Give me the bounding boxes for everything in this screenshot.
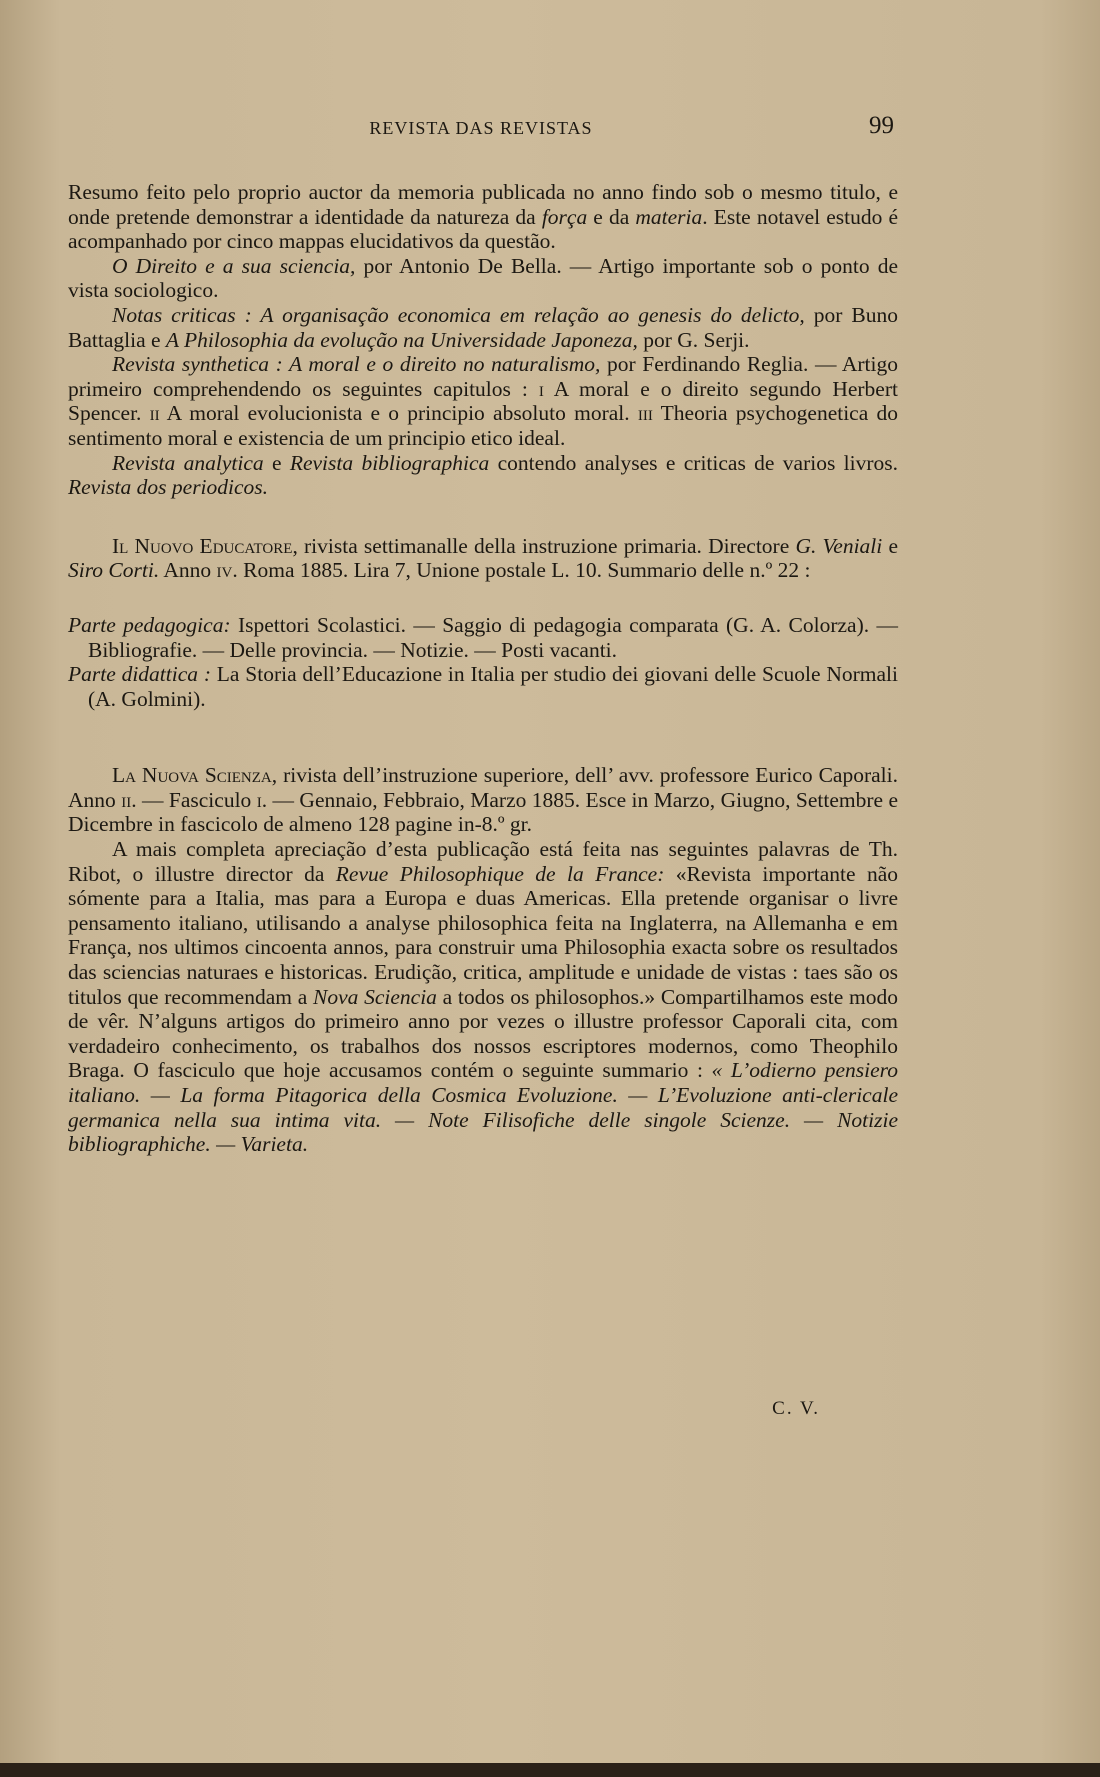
page-header — [68, 112, 894, 144]
page-bottom-edge — [0, 1763, 1100, 1777]
paragraph-apreciacao: A mais completa apreciação d’esta publicação está feita nas seguintes palavras de Th. Ribot, o illustre director da Revue Philosophique de la France: «Revista importante não sómente para a Italia, mas para a Europa e duas Americas. Ella pretende organisar o livre pensamento italiano, utilisando a analyse philosophica feita na Inglaterra, na Allemanha e em França, nos ultimos cincoenta annos, para construir uma Philosophia exacta sobre os resultados das sciencias naturaes e historicas. Erudição, critica, amplitude e unidade de vistas : taes são os titulos que recommendam a Nova Sciencia a todos os philosophos.» Compartilhamos este modo de vêr. N’alguns artigos do primeiro anno por vezes o illustre professor Caporali cita, com verdadeiro conhecimento, os trabalhos dos nossos escriptores modernos, como Theophilo Braga. O fasciculo que hoje accusamos contém o seguinte summario : « L’odierno pensiero italiano. — La forma Pitagorica della Cosmica Evoluzione. — L’Evoluzione anti-clericale germanica nella sua intima vita. — Note Filisofiche delle singole Scienze. — Notizie bibliographiche. — Varieta. — [68, 837, 898, 1157]
paragraph-revista-synthetica: Revista synthetica : A moral e o direito no naturalismo, por Ferdinando Reglia. — Artigo primeiro comprehendendo os seguintes capitulos : i A moral e o direito segundo Herbert Spencer. ii A moral evolucionista e o principio absoluto moral. iii Theoria psychogenetica do sentimento moral e existencia de um principio etico ideal. — [68, 352, 899, 450]
paragraph-parte-didattica: Parte didattica : La Storia dell’Educazione in Italia per studio dei giovani delle Scuole Normali (A. Golmini). — [68, 662, 898, 711]
paragraph-notas-criticas: Notas criticas : A organisação economica em relação ao genesis do delicto, por Buno Battaglia e A Philosophia da evolução na Universidade Japoneza, por G. Serji. — [68, 302, 899, 352]
body-text — [68, 180, 898, 1157]
page-number: 99 — [869, 112, 894, 139]
paragraph-direito: O Direito e a sua sciencia, por Antonio De Bella. — Artigo importante sob o ponto de vista sociologico. — [68, 253, 899, 303]
paragraph-nuova-scienza: La Nuova Scienza, rivista dell’instruzione superiore, dell’ avv. professore Eurico Caporali. Anno ii. — Fasciculo i. — Gennaio, Febbraio, Marzo 1885. Esce in Marzo, Giugno, Settembre e Dicembre in fascicolo de almeno 128 pagine in-8.º gr. — [68, 763, 898, 837]
running-title: REVISTA DAS REVISTAS — [369, 118, 593, 138]
paragraph-revista-analytica: Revista analytica e Revista bibliographica contendo analyses e criticas de varios livros. Revista dos periodicos. — [68, 450, 898, 500]
paragraph-parte-pedagogica: Parte pedagogica: Ispettori Scolastici. — Saggio di pedagogia comparata (G. A. Colorza). — Bibliografie. — Delle provincia. — Notizie. — Posti vacanti. — [68, 612, 898, 662]
signature: C. V. — [772, 1398, 820, 1419]
paragraph-nuovo-educatore: Il Nuovo Educatore, rivista settimanalle della instruzione primaria. Directore G. Veniali e Siro Corti. Anno iv. Roma 1885. Lira 7, Unione postale L. 10. Summario delle n.º 22 : — [68, 533, 898, 583]
paragraph-resumo: Resumo feito pelo proprio auctor da memoria publicada no anno findo sob o mesmo titulo, e onde pretende demonstrar a identidade da natureza da força e da materia. Este notavel estudo é acompanhado por cinco mappas elucidativos da questão. — [68, 180, 898, 254]
